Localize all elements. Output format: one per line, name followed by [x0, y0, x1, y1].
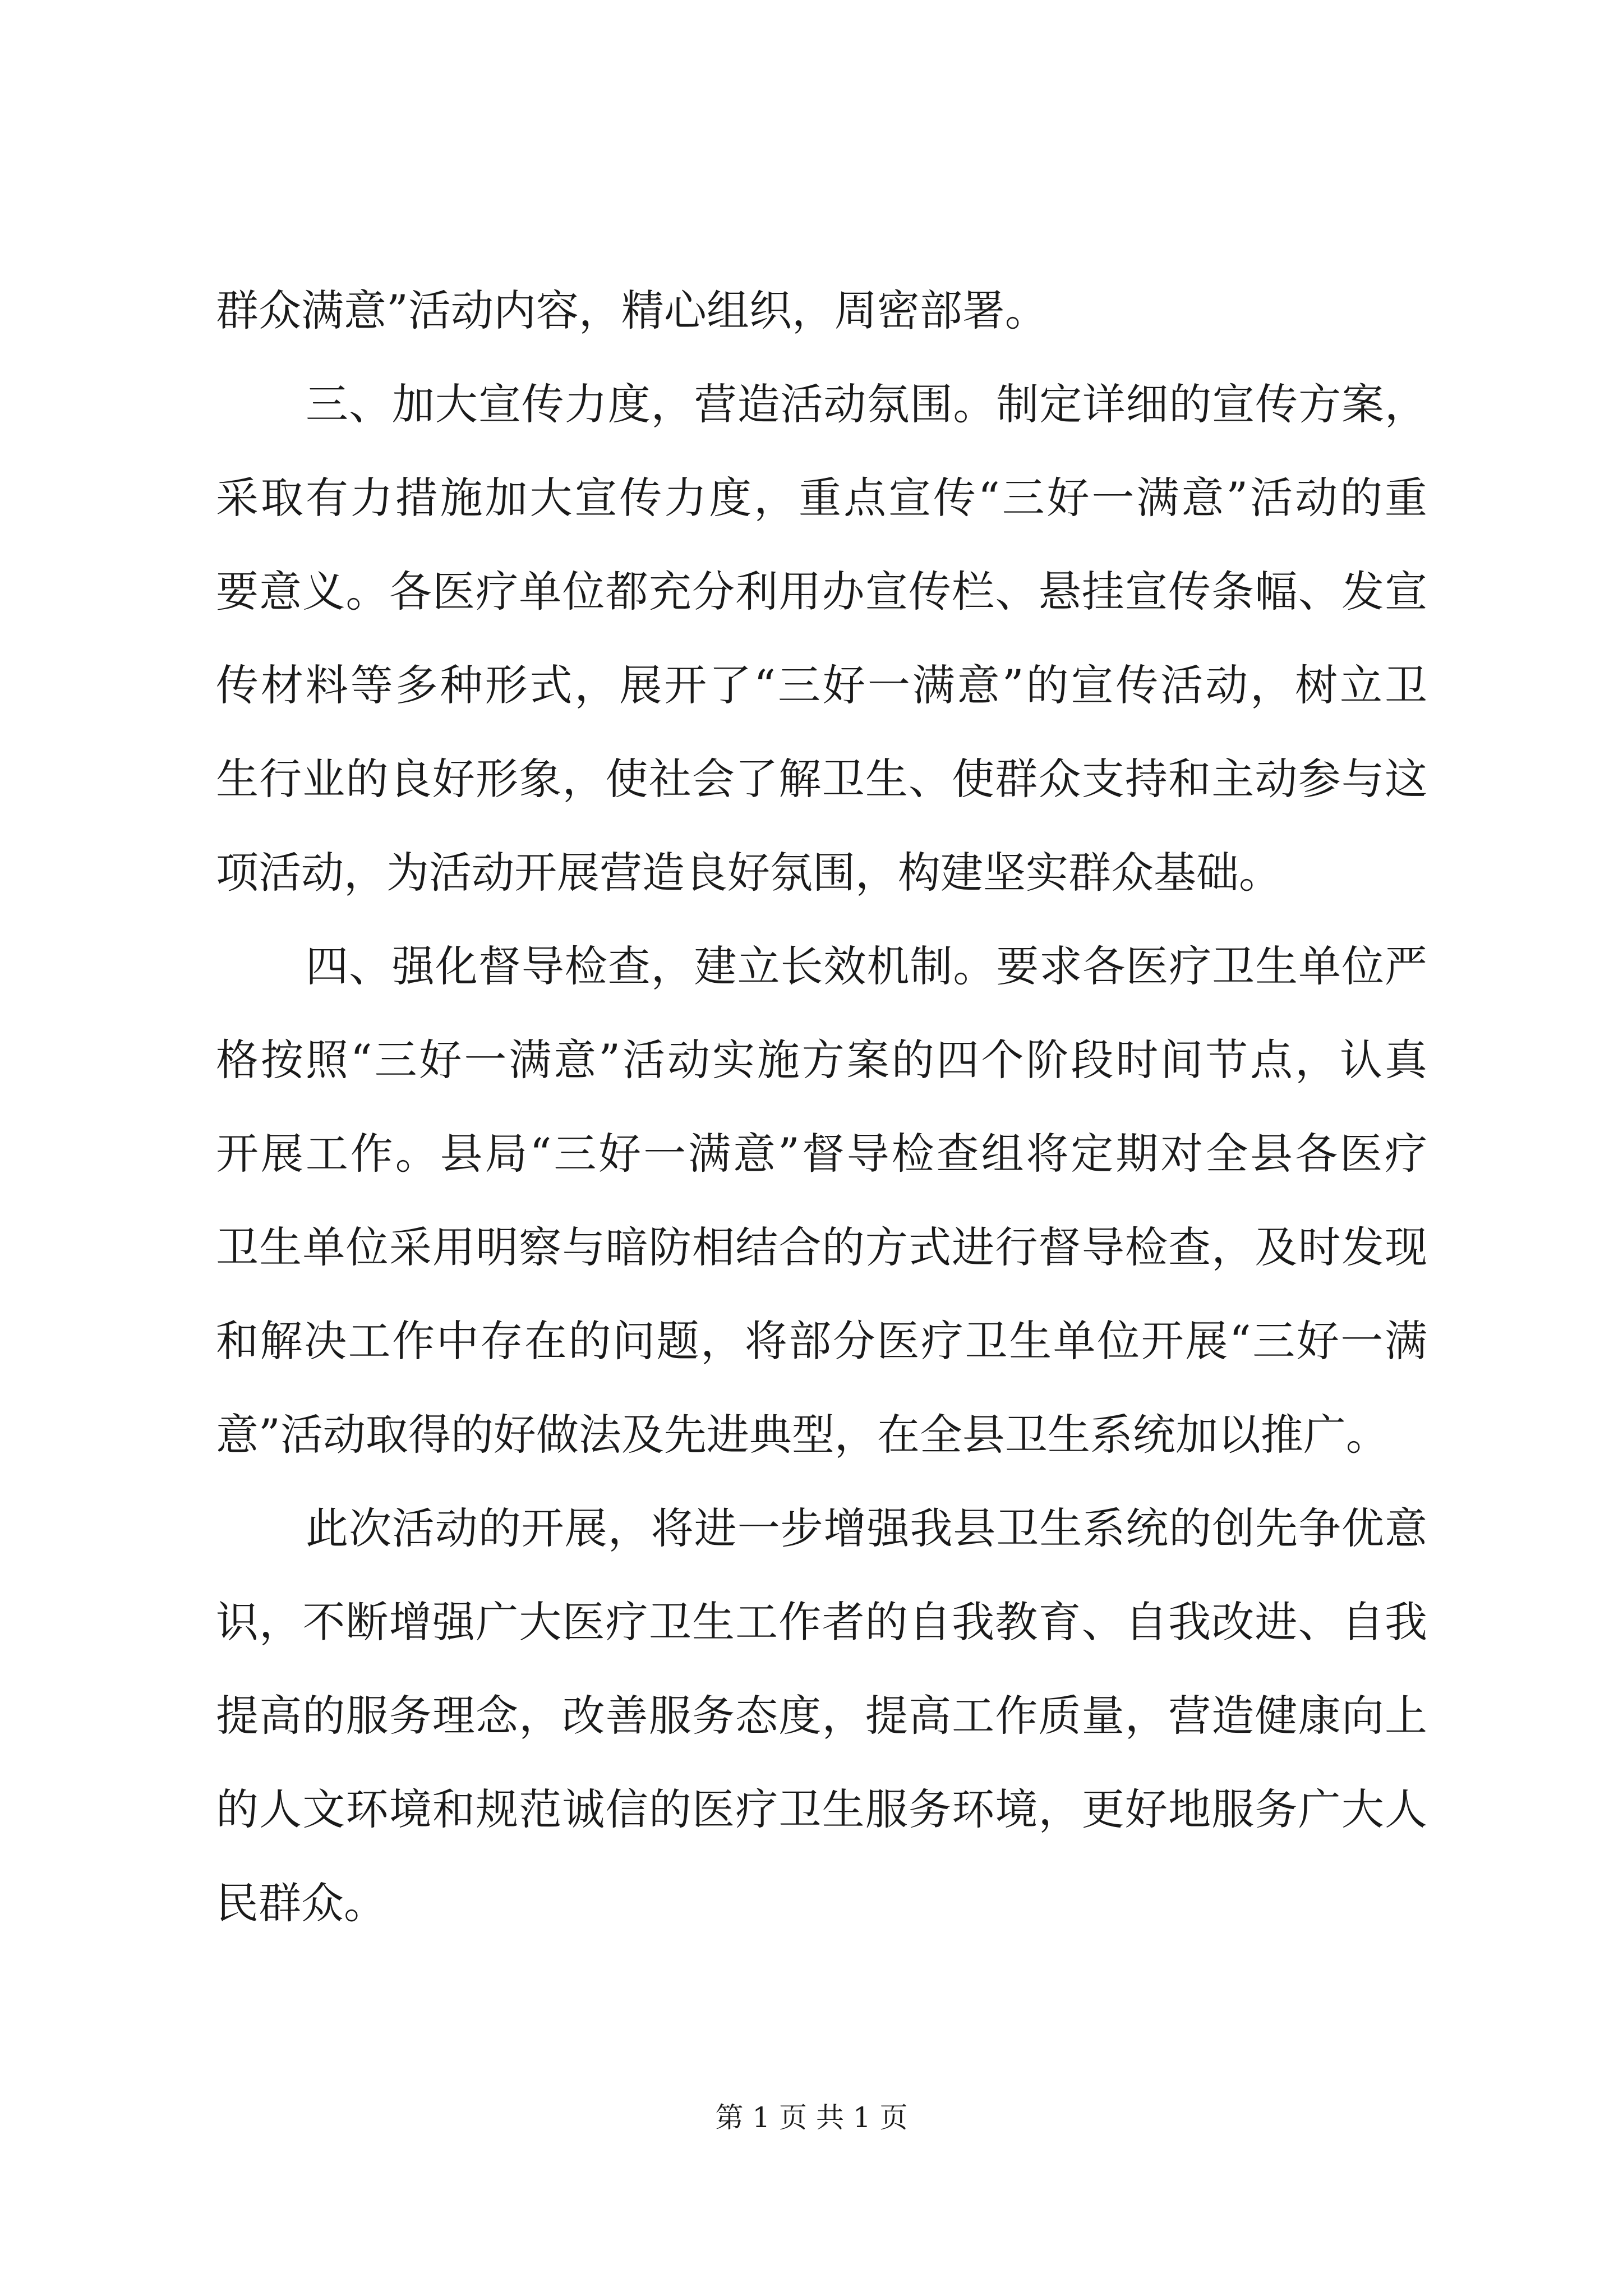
- paragraph-line: 卫生单位采用明察与暗防相结合的方式进行督导检查，及时发现: [216, 1222, 1427, 1272]
- paragraph-line: 传材料等多种形式，展开了“三好一满意”的宣传活动，树立卫: [216, 660, 1427, 710]
- document-body: [216, 264, 1427, 1950]
- paragraph-line: 格按照“三好一满意”活动实施方案的四个阶段时间节点，认真: [216, 1035, 1427, 1085]
- paragraph-line: 要意义。各医疗单位都充分利用办宣传栏、悬挂宣传条幅、发宣: [216, 567, 1427, 616]
- paragraph-line: 提高的服务理念，改善服务态度，提高工作质量，营造健康向上: [216, 1691, 1427, 1741]
- paragraph-line: 项活动，为活动开展营造良好氛围，构建坚实群众基础。: [216, 848, 1281, 898]
- paragraph-line: 开展工作。县局“三好一满意”督导检查组将定期对全县各医疗: [216, 1129, 1427, 1179]
- paragraph-line: 意”活动取得的好做法及先进典型，在全县卫生系统加以推广。: [216, 1410, 1389, 1460]
- paragraph-line: 的人文环境和规范诚信的医疗卫生服务环境，更好地服务广大人: [216, 1784, 1427, 1834]
- page-number-label: 第 1 页 共 1 页: [715, 2101, 908, 2134]
- paragraph-line: 三、加大宣传力度，营造活动氛围。制定详细的宣传方案，: [306, 379, 1427, 429]
- page-footer: [0, 2095, 1623, 2140]
- paragraph-line: 生行业的良好形象，使社会了解卫生、使群众支持和主动参与这: [216, 754, 1427, 804]
- paragraph-line: 识，不断增强广大医疗卫生工作者的自我教育、自我改进、自我: [216, 1597, 1427, 1647]
- paragraph-line: 此次活动的开展，将进一步增强我县卫生系统的创先争优意: [306, 1503, 1427, 1553]
- paragraph-line: 民群众。: [216, 1878, 386, 1928]
- paragraph-line: 和解决工作中存在的问题，将部分医疗卫生单位开展“三好一满: [216, 1316, 1427, 1366]
- paragraph-line: 四、强化督导检查，建立长效机制。要求各医疗卫生单位严: [306, 941, 1427, 991]
- paragraph-line: 采取有力措施加大宣传力度，重点宣传“三好一满意”活动的重: [216, 473, 1427, 523]
- paragraph-line: 群众满意”活动内容，精心组织，周密部署。: [216, 286, 1048, 335]
